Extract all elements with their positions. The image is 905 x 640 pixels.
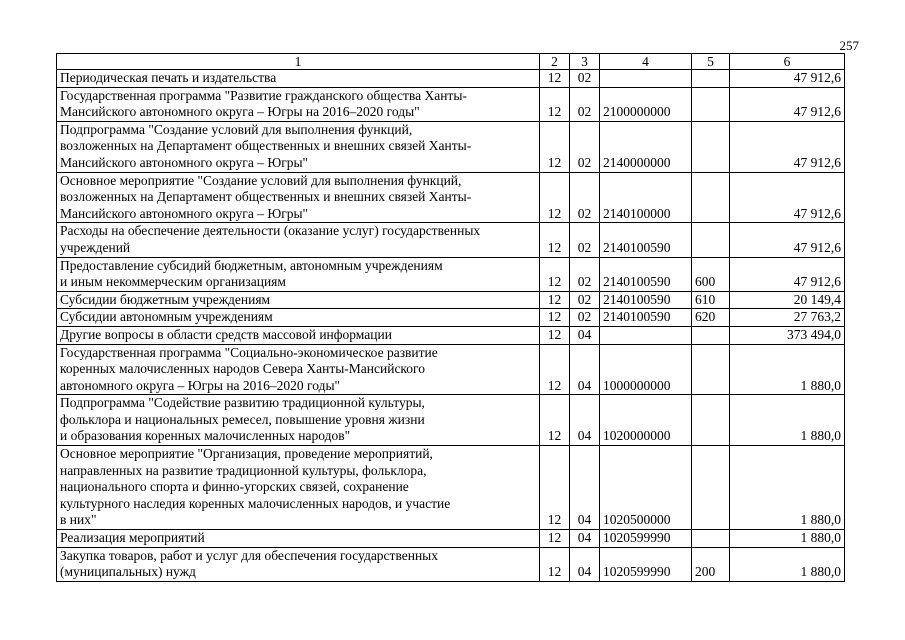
row-expense-type-cell [692,87,730,121]
row-name-cell: Реализация мероприятий [57,530,540,548]
row-subsection-cell: 04 [570,395,600,446]
table-row [57,530,845,548]
header-col-target-article: 4 [600,54,692,70]
table-row [57,172,845,223]
row-name-cell: Закупка товаров, работ и услуг для обеспечения государственных (муниципальных) нужд [57,547,540,581]
row-section-cell: 12 [540,223,570,257]
row-amount-cell: 27 763,2 [730,309,845,327]
row-expense-type-cell: 200 [692,547,730,581]
table-body [57,70,845,582]
row-expense-type-cell [692,70,730,88]
row-section-cell: 12 [540,446,570,530]
row-name-cell: Государственная программа "Социально-экономическое развитие коренных малочисленных народов Севера Ханты-Мансийского автономного округа – Югры на 2016–2020 годы" [57,344,540,395]
row-expense-type-cell [692,172,730,223]
row-amount-cell: 47 912,6 [730,257,845,291]
row-expense-type-cell: 620 [692,309,730,327]
row-amount-cell: 1 880,0 [730,530,845,548]
row-target-article-cell: 2140100590 [600,257,692,291]
row-expense-type-cell [692,121,730,172]
table-row [57,70,845,88]
row-target-article-cell: 1020000000 [600,395,692,446]
header-col-section: 2 [540,54,570,70]
row-section-cell: 12 [540,326,570,344]
row-amount-cell: 47 912,6 [730,223,845,257]
row-section-cell: 12 [540,547,570,581]
row-expense-type-cell: 610 [692,291,730,309]
row-section-cell: 12 [540,257,570,291]
row-subsection-cell: 02 [570,87,600,121]
row-section-cell: 12 [540,309,570,327]
row-subsection-cell: 02 [570,121,600,172]
row-target-article-cell: 2140100000 [600,172,692,223]
row-expense-type-cell [692,326,730,344]
row-section-cell: 12 [540,291,570,309]
table-row [57,446,845,530]
row-name-cell: Государственная программа "Развитие гражданского общества Ханты- Мансийского автономного округа – Югры на 2016–2020 годы" [57,87,540,121]
table-row [57,547,845,581]
row-subsection-cell: 02 [570,257,600,291]
row-name-cell: Субсидии автономным учреждениям [57,309,540,327]
row-target-article-cell: 2140100590 [600,291,692,309]
table-header [57,54,845,70]
table-row [57,309,845,327]
row-target-article-cell: 1000000000 [600,344,692,395]
row-target-article-cell: 2100000000 [600,87,692,121]
row-amount-cell: 47 912,6 [730,70,845,88]
row-subsection-cell: 02 [570,223,600,257]
row-expense-type-cell [692,530,730,548]
row-section-cell: 12 [540,530,570,548]
row-amount-cell: 47 912,6 [730,121,845,172]
row-section-cell: 12 [540,121,570,172]
row-expense-type-cell [692,395,730,446]
row-section-cell: 12 [540,70,570,88]
row-target-article-cell: 2140100590 [600,309,692,327]
row-name-cell: Субсидии бюджетным учреждениям [57,291,540,309]
table-row [57,395,845,446]
row-expense-type-cell [692,223,730,257]
table-row [57,291,845,309]
row-expense-type-cell [692,344,730,395]
row-name-cell: Подпрограмма "Создание условий для выполнения функций, возложенных на Департамент общественных и внешних связей Ханты- Мансийского автономного округа – Югры" [57,121,540,172]
row-amount-cell: 47 912,6 [730,172,845,223]
row-amount-cell: 1 880,0 [730,446,845,530]
row-subsection-cell: 02 [570,172,600,223]
row-target-article-cell [600,326,692,344]
table-row [57,121,845,172]
row-amount-cell: 373 494,0 [730,326,845,344]
table-row [57,344,845,395]
budget-table [56,53,845,582]
table-row [57,257,845,291]
row-name-cell: Основное мероприятие "Организация, проведение мероприятий, направленных на развитие традиционной культуры, фольклора, национального спорта и финно-угорских связей, сохранение культурного наследия коренных малочисленных народов, и участие в них" [57,446,540,530]
row-subsection-cell: 04 [570,530,600,548]
header-col-subsection: 3 [570,54,600,70]
row-target-article-cell: 1020599990 [600,530,692,548]
row-name-cell: Расходы на обеспечение деятельности (оказание услуг) государственных учреждений [57,223,540,257]
row-subsection-cell: 02 [570,291,600,309]
row-section-cell: 12 [540,344,570,395]
row-expense-type-cell [692,446,730,530]
row-subsection-cell: 04 [570,547,600,581]
header-row [57,54,845,70]
row-subsection-cell: 04 [570,326,600,344]
row-amount-cell: 1 880,0 [730,395,845,446]
row-subsection-cell: 04 [570,344,600,395]
row-expense-type-cell: 600 [692,257,730,291]
row-subsection-cell: 04 [570,446,600,530]
row-amount-cell: 1 880,0 [730,547,845,581]
row-target-article-cell: 2140100590 [600,223,692,257]
row-section-cell: 12 [540,87,570,121]
row-name-cell: Основное мероприятие "Создание условий для выполнения функций, возложенных на Департамент общественных и внешних связей Ханты- Мансийского автономного округа – Югры" [57,172,540,223]
row-name-cell: Другие вопросы в области средств массовой информации [57,326,540,344]
row-target-article-cell: 1020599990 [600,547,692,581]
header-col-amount: 6 [730,54,845,70]
row-name-cell: Периодическая печать и издательства [57,70,540,88]
row-amount-cell: 47 912,6 [730,87,845,121]
header-col-name: 1 [57,54,540,70]
header-col-expense-type: 5 [692,54,730,70]
row-subsection-cell: 02 [570,70,600,88]
row-name-cell: Предоставление субсидий бюджетным, автономным учреждениям и иным некоммерческим организациям [57,257,540,291]
row-name-cell: Подпрограмма "Содействие развитию традиционной культуры, фольклора и национальных ремесел, повышение уровня жизни и образования коренных малочисленных народов" [57,395,540,446]
table-row [57,223,845,257]
table-row [57,87,845,121]
row-target-article-cell: 2140000000 [600,121,692,172]
row-subsection-cell: 02 [570,309,600,327]
row-section-cell: 12 [540,395,570,446]
row-section-cell: 12 [540,172,570,223]
page-number: 257 [839,38,859,53]
row-target-article-cell [600,70,692,88]
row-amount-cell: 20 149,4 [730,291,845,309]
row-target-article-cell: 1020500000 [600,446,692,530]
row-amount-cell: 1 880,0 [730,344,845,395]
table-row [57,326,845,344]
